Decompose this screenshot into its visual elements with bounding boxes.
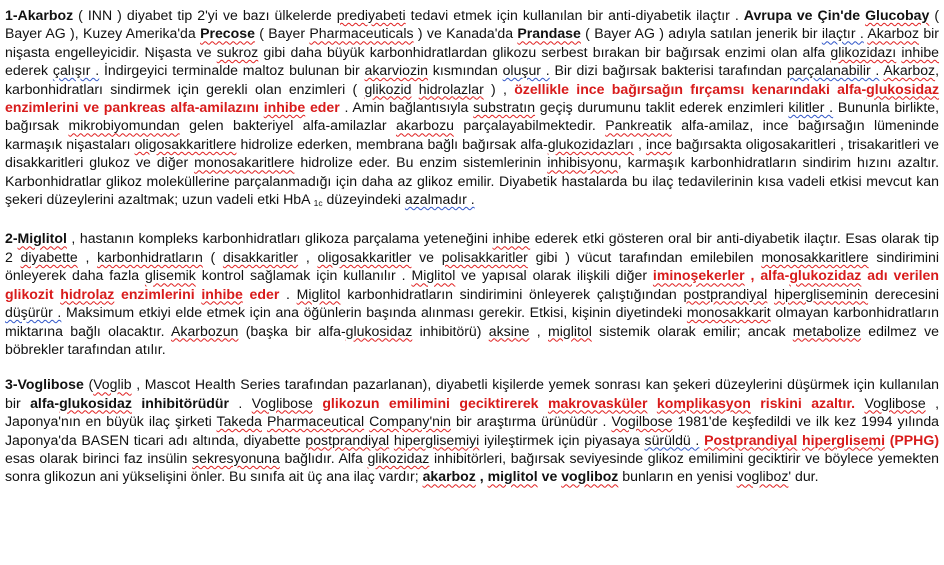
text-run: Miglitol bbox=[296, 285, 341, 302]
text-run: glukozidazları bbox=[547, 135, 634, 152]
text-run: , karmaşık karbonhidratların sindirim hızını azaltır. Karbonhidratlar glikoz moleküllerine parçalanmadığı için daha az glikoz emilir. Diyabetik hastalarda bu ilaç tedavilerinin kısa vadeli etkisi mevcut kan şekeri düzeylerini azaltmak; uzun vadeli etki HbA bbox=[5, 154, 939, 208]
text-run: , bbox=[298, 248, 318, 265]
text-run: iminoşekerler bbox=[652, 267, 745, 284]
text-run: makrovasküler bbox=[547, 394, 648, 411]
text-run: , bbox=[529, 322, 548, 339]
text-run: Miglitol bbox=[411, 267, 456, 284]
text-run: prediyabeti bbox=[336, 7, 406, 23]
text-run: oluşur . bbox=[502, 62, 550, 79]
text-run: kontrol sağlamak için kullanılır . bbox=[195, 267, 412, 284]
text-run: Avrupa ve Çin'de bbox=[743, 7, 866, 23]
text-run: (PPHG) bbox=[885, 431, 940, 448]
text-run: glukozidaz bbox=[789, 267, 862, 284]
text-run: parçalanabilir . bbox=[786, 62, 880, 79]
text-run: Pharmaceuticals bbox=[309, 25, 414, 42]
text-run: akarviozin bbox=[364, 62, 428, 79]
text-run: eder bbox=[242, 285, 280, 302]
text-run: sekresyonuna bbox=[192, 449, 280, 466]
text-run: inhibe bbox=[201, 285, 243, 302]
text-run bbox=[647, 395, 656, 411]
text-run: , Japonya'nın en büyük ilaç şirketi bbox=[5, 394, 939, 430]
text-run: glikozid bbox=[364, 80, 412, 97]
text-run: monosakkaritlere bbox=[761, 248, 869, 265]
text-run: geçiş durumunu taklit ederek enzimleri bbox=[535, 99, 789, 116]
text-run: ve bbox=[411, 248, 442, 265]
text-run: disakkaritler bbox=[222, 248, 299, 265]
text-run: Postprandiyal bbox=[704, 431, 798, 448]
text-run: Pharmaceutical bbox=[266, 413, 365, 430]
text-run: ' dur. bbox=[788, 468, 819, 485]
text-run: Takeda bbox=[216, 413, 262, 430]
text-run: iyileştirmek için piyasaya bbox=[479, 431, 645, 448]
text-run: tedavi etmek için kullanılan bir anti-diyabetik ilaçtır . bbox=[405, 7, 744, 23]
text-run: Miglitol bbox=[17, 230, 67, 247]
text-run: bir araştırma ürünüdür . bbox=[450, 413, 612, 430]
text-run: ) ve Kanada'da bbox=[413, 25, 518, 42]
text-run: polisakkaritler bbox=[441, 248, 528, 265]
text-run: metabolize bbox=[792, 322, 861, 339]
text-run: hidrolize ederken, membrana bağlı bağırsak alfa- bbox=[236, 135, 548, 152]
text-run: Vogilbose bbox=[611, 413, 673, 430]
text-run: postprandiyal bbox=[305, 431, 390, 448]
text-run: inhibisyonu bbox=[547, 154, 618, 171]
text-run: vogliboz bbox=[561, 468, 619, 485]
text-run: Glucobay bbox=[865, 7, 930, 23]
text-run: , bbox=[77, 248, 98, 265]
text-run: glukosidaz bbox=[345, 322, 413, 339]
text-run: 1981'de keşfedildi ve ilk kez 1994 yılında Japonya'da BASEN ticari adı altında, diyabette bbox=[5, 413, 939, 448]
text-run: bunların en yenisi bbox=[618, 468, 737, 485]
text-run: ( bbox=[83, 376, 94, 393]
text-run: ince bbox=[645, 135, 672, 152]
text-run: düşürür . bbox=[5, 304, 62, 321]
text-run: hidrolize eder. Bu enzim sistemlerinin bbox=[294, 154, 548, 171]
text-run: ) , bbox=[483, 80, 515, 97]
text-run: alfa-amilaz, ince bağırsağın lümeninde karmaşık nişastaları bbox=[5, 117, 939, 152]
text-run: parçalayabilmektedir. bbox=[453, 117, 606, 134]
text-run: Voglibose bbox=[251, 394, 313, 411]
text-run: inhibe bbox=[901, 43, 940, 60]
text-run: , alfa- bbox=[744, 267, 790, 284]
text-run: glukosidaz bbox=[59, 394, 132, 411]
text-run: Prandase bbox=[517, 25, 581, 42]
text-run: sukroz bbox=[216, 43, 259, 60]
text-run: aksine bbox=[488, 322, 530, 339]
text-run: karbonhidratların bbox=[97, 248, 203, 265]
document-body bbox=[5, 6, 939, 486]
text-run: ( INN ) diyabet tip 2'yi ve bazı ülkelerde bbox=[73, 7, 337, 23]
text-run: Maksimum etkiyi elde etmek için ana öğünlerin başında alınması gerekir. Etkisi, kişinin diyetindeki bbox=[61, 304, 687, 321]
text-run: miglitol bbox=[548, 322, 592, 339]
text-run: . bbox=[279, 285, 297, 302]
text-run: akarboz bbox=[422, 468, 476, 485]
text-run bbox=[313, 395, 322, 411]
text-run: inhibe bbox=[263, 99, 306, 116]
text-run: . bbox=[229, 394, 252, 411]
text-run: . Amin bağlantısıyla bbox=[339, 99, 474, 116]
text-run: akarbozu bbox=[395, 117, 454, 134]
text-run: ve bbox=[537, 468, 562, 485]
text-run: ve yapısal olarak ilişkili diğer bbox=[455, 267, 653, 284]
text-run: glikozidazı bbox=[830, 43, 897, 60]
text-run: hiperglisemiyi bbox=[393, 431, 480, 448]
text-run: ederek bbox=[5, 62, 53, 79]
text-run: azalmadır . bbox=[404, 191, 475, 208]
text-run: 1c bbox=[313, 198, 323, 209]
text-run: eder bbox=[305, 99, 340, 116]
text-run: 2- bbox=[5, 230, 18, 247]
text-run: sistemik olarak emilir; ancak bbox=[591, 322, 793, 339]
text-run: olmayan karbonhidratların miktarına bağlı olacaktır. bbox=[5, 304, 939, 339]
text-run: enzimlerini ve pankreas alfa-amilazını bbox=[5, 99, 264, 116]
text-run: ( Bayer AG ) adıyla satılan jenerik bir bbox=[580, 25, 822, 42]
text-run: , hastanın kompleks karbonhidratları glikoza parçalama yeteneğini bbox=[66, 230, 493, 247]
text-run: Bir dizi bağırsak bakterisi tarafından bbox=[549, 62, 787, 79]
text-run: gibi daha büyük karbonhidratlardan glikozu serbest bırakan bir bağırsak enzimi olan alfa bbox=[258, 43, 831, 60]
text-run: inhibe bbox=[492, 230, 531, 247]
text-run: kilitler . bbox=[788, 99, 834, 116]
text-run: hiperglisemi bbox=[801, 431, 885, 448]
text-run: alfa- bbox=[30, 394, 60, 411]
text-run: 3-Voglibose bbox=[5, 376, 84, 393]
text-run: Pankreatik bbox=[605, 117, 672, 134]
text-run: ( bbox=[202, 248, 223, 265]
text-run: Akarboz bbox=[883, 62, 936, 79]
text-run: bağırsakta oligosakaritleri , trisakaritleri ve disakkaritleri glukoz ve diğer bbox=[5, 135, 939, 171]
text-run: riskini azaltır. bbox=[750, 394, 856, 411]
paragraph-akarboz bbox=[5, 6, 939, 212]
text-run: glikozidaz bbox=[367, 449, 430, 466]
text-run: enzimlerini bbox=[114, 285, 202, 302]
text-run: mikrobiyomundan bbox=[68, 117, 180, 134]
text-run: , bbox=[633, 135, 646, 152]
text-run: hipergliseminin bbox=[774, 285, 869, 302]
text-run: , Mascot Health Series tarafından pazarlanan), diyabetli kişilerde yemek sonrası kan şekeri düzeylerini düşürmek için kullanılan bir bbox=[5, 376, 940, 411]
text-run: oligosakkaritlere bbox=[134, 135, 237, 152]
text-run: kısmından bbox=[427, 62, 503, 79]
text-run: inhibitörü) bbox=[412, 322, 489, 339]
text-run: düzeyindeki bbox=[322, 191, 405, 208]
text-run: glikozun emilimini geciktirerek bbox=[322, 394, 548, 411]
text-run: , karbonhidratları sindirmek için gerekli olan enzimleri ( bbox=[5, 62, 939, 97]
text-run: glukosidaz bbox=[866, 80, 940, 97]
text-run: bağlıdır. Alfa bbox=[279, 449, 368, 466]
text-run: vogliboz bbox=[736, 468, 789, 485]
paragraph-voglibose bbox=[5, 375, 939, 485]
text-run: komplikasyon bbox=[656, 394, 751, 411]
text-run bbox=[411, 81, 418, 97]
text-run: İndirgeyici terminalde maltoz bulunan bir bbox=[99, 62, 365, 79]
text-run: Akarbozun bbox=[171, 322, 239, 339]
text-run: diyabette bbox=[20, 248, 78, 265]
text-run: inhibitörüdür bbox=[131, 394, 230, 411]
text-run: Voglibose bbox=[864, 394, 926, 411]
text-run: ilaçtır . bbox=[821, 25, 864, 42]
text-run: Bununla birlikte, bağırsak bbox=[5, 99, 939, 134]
text-run: inhibitörleri, bağırsak seviyesinde glikoz emilimini geciktirir ve böylece yemekten sonra glikozun ani yükselişini önler. Bu sınıfa ait üç ana ilaç vardır; bbox=[5, 449, 939, 485]
text-run: çalışır . bbox=[52, 62, 100, 79]
text-run: monosakkarit bbox=[686, 304, 771, 321]
text-run: , bbox=[475, 468, 488, 485]
text-run: postprandiyal bbox=[683, 285, 768, 302]
text-run: ( Bayer AG ), Kuzey Amerika'da bbox=[5, 7, 940, 42]
text-run: esas olarak birinci faz insülin bbox=[5, 449, 193, 466]
text-run: gelen bakteriyel alfa-amilazlar bbox=[179, 117, 396, 134]
text-run: ( Bayer bbox=[254, 25, 310, 42]
text-run: derecesini bbox=[868, 285, 940, 302]
text-run: miglitol bbox=[487, 468, 538, 485]
text-run: Akarboz bbox=[867, 25, 920, 42]
text-run: sindirimini önleyerek daha fazla bbox=[5, 248, 939, 284]
text-run: edilmez ve böbrekler tarafından atılır. bbox=[5, 322, 939, 357]
text-run: Voglib bbox=[93, 376, 132, 393]
text-run: gibi ) vücut tarafından emilebilen bbox=[527, 248, 762, 265]
paragraph-miglitol bbox=[5, 229, 939, 358]
text-run: özellikle ince bağırsağın fırçamsı kenarındaki alfa- bbox=[514, 80, 867, 97]
text-run: (başka bir alfa- bbox=[238, 322, 346, 339]
text-run: Precose bbox=[200, 25, 255, 42]
text-run: glisemik bbox=[144, 267, 196, 284]
text-run: karbonhidratların sindirimini önleyerek çalıştığından bbox=[340, 285, 684, 302]
text-run: monosakaritlere bbox=[194, 154, 295, 171]
text-run: sürüldü . bbox=[644, 431, 700, 448]
text-run bbox=[855, 395, 864, 411]
text-run: adı verilen glikozit bbox=[5, 267, 939, 302]
text-run: hidrolaz bbox=[60, 285, 115, 302]
text-run: bir nişasta engelleyicidir. Nişasta ve bbox=[5, 25, 939, 60]
text-run: ederek etki gösteren oral bir anti-diyabetik ilaçtır. Esas olarak tip 2 bbox=[5, 230, 939, 265]
text-run: substratın bbox=[473, 99, 536, 116]
text-run: Company'nin bbox=[369, 413, 451, 430]
text-run: oligosakkaritler bbox=[317, 248, 412, 265]
text-run: 1-Akarboz bbox=[5, 7, 74, 23]
text-run: hidrolazlar bbox=[418, 80, 484, 97]
